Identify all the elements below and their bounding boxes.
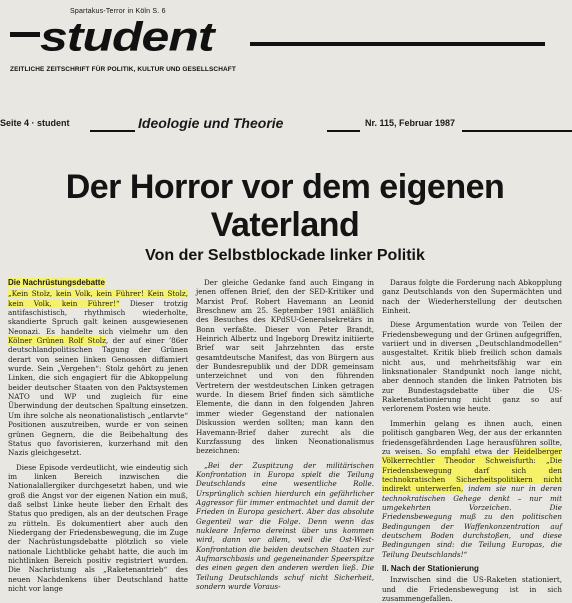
section-title: Ideologie und Theorie — [138, 115, 284, 131]
article-headline: Der Horror vor dem eigenen Vaterland — [65, 168, 505, 244]
masthead-rule-right — [250, 42, 545, 46]
article-column-1 — [8, 278, 188, 593]
section-divider — [327, 130, 360, 132]
highlighted-name: Kölner Grünen Rolf Stolz — [8, 336, 106, 346]
paragraph: Diese Argumentation wurde von Teilen der Friedensbewegung und der Grünen aufgegriffen, variiert und in diversen „Deutschlandmodellen“ ausgestaltet. Kritik blieb freilich schon damals nicht aus, und mehrheitsfähig war ein linksnationaler Standpunkt noch lange nicht, aber dennoch standen die linken Patrioten bis zur Bundestagsdebatte über die US-Raketenstationierung nicht ganz so auf verlorenem Posten wie heute. — [382, 320, 562, 414]
paragraph — [382, 419, 562, 559]
paragraph — [8, 289, 188, 457]
paragraph-text: Dieser trotzig antifaschistisch, rhythmisch wiederholte, skandierte Spruch galt keinen ausgewiesenen Neonazi. Es handelte sich vielmehr um den — [8, 298, 188, 336]
highlighted-quote: „Kein Stolz, kein Volk, kein Führer! Kein Stolz, kein Volk, kein Führer!“ — [8, 289, 188, 308]
paragraph-text: , der auf einer ’86er deutschlandpolitischen Tagung der Grünen derart von seinen linken Genossen diffamiert wurde. Sein „Vergehen“: Stolz gehört zu jenen Linken, die sich engagiert für die Abkoppelung beider deutscher Staaten von den Paktsystemen NATO und WP und zugleich für eine Überwindung der deutschen Spaltung einsetzen. Um ihre solche als neonationalistisch „entlarvte“ Positionen auszutreiben, wurde er von seinen grünen Gegnern, die die Beibehaltung des Status quo favorisieren, kurzerhand mit den Nazis gleichgesetzt. — [8, 336, 188, 458]
highlighted-quote: Heidelberger Völkerrechtler Theodor Schweisfurth: „Die Friedensbewegung darf sich den technokratischen Sicherheitspolitikern nicht indirekt unterwerfen, — [382, 446, 562, 494]
article-column-2 — [196, 278, 374, 591]
section-divider — [90, 130, 135, 132]
masthead-rule-left — [10, 32, 40, 37]
paragraph: Inzwischen sind die US-Raketen stationiert, und die Friedensbewegung ist in sich zusammengefallen. — [382, 575, 562, 603]
paragraph: Diese Episode verdeutlicht, wie eindeutig sich im linken Bereich inzwischen die Nationalallergiker durchgesetzt haben, und wie groß die Angst vor der eigenen Nation ein muß, daß selbst Linke heute lieber den Erhalt des Status quo predigen, als an der deutschen Frage zu rütteln. Es dokumentiert aber auch den Niedergang der Friedensbewegung, die im Zuge der Nachrüstungsdebatte plötzlich so viele nationale Lichtblicke gehabt hatte, die auch im nichtlinken Bereich positiv registriert wurden. Die Nachrüstung als „Raketenantrieb“ des neuen Nachdenkens über Deutschland hatte nicht vor lange — [8, 462, 188, 593]
masthead-kicker: Spartakus-Terror in Köln S. 6 — [70, 8, 166, 15]
paragraph: Der gleiche Gedanke fand auch Eingang in jenen offenen Brief, den der SED-Kritiker und Marxist Prof. Robert Havemann an Leonid Breschnew am 25. September 1981 anläßlich des Besuches des KPdSU-Generalsekretärs in Bonn verfaßte. Dieser von Peter Brandt, Heinrich Albertz und Ingeborg Drewitz initiierte Brief war seit Jahrzehnten das erste gesamtdeutsche Manifest, das von Bürgern aus der Bundesrepublik und der DDR gemeinsam unterzeichnet und von den führenden Vertretern der westdeutschen Linken getragen wurde. In diesem Brief finden sich sämtliche Elemente, die dann in den folgenden Jahren immer wieder Gegenstand der nationalen Diskussion werden sollten; man kann den Havemann-Brief daher zurecht als die Kurzfassung des linken Neonationalismus bezeichnen: — [196, 278, 374, 456]
quote-paragraph: „Bei der Zuspitzung der militärischen Konfrontation in Europa spielt die Teilung Deutschlands eine wesentliche Rolle. Ursprünglich schien hierdurch ein gefährlicher Aggressor für immer entmachtet und damit der Frieden in Europa gesichert. Aber das absolute Gegenteil war die Folge. Denn wenn das nukleare Inferno dereinst über uns kommen wird, dann vor allem, weil die Ost-West-Konfrontation die beiden deutschen Staaten zur Aufmarschbasis und gegeneinander Speerspitze des einen gegen den anderen werden ließ. Die Teilung Deutschlands schuf nicht Sicherheit, sondern wurde Voraus- — [196, 460, 374, 591]
column-heading — [8, 278, 188, 287]
article-column-3 — [382, 278, 562, 603]
column-heading: II. Nach der Stationierung — [382, 563, 479, 573]
paragraph: Daraus folgte die Forderung nach Abkopplung ganz Deutschlands von den Supermächten und nach der Wiederherstellung der deutschen Einheit. — [382, 278, 562, 316]
quote-text: indem sie nur in deren technokratischen Gehege denkt – nur mit umgekehrten Vorzeichen. Die Friedensbewegung muß zu den politischen Bedingungen der Waffenkonzentration auf deutschem Boden durchstoßen, und diese Bedingungen sind: die Teilung Europas, die Teilung Deutschlands!“ — [382, 484, 562, 559]
highlighted-heading: Die Nachrüstungsdebatte — [8, 278, 105, 287]
section-divider — [462, 130, 572, 132]
masthead-logo: student — [40, 13, 214, 60]
section-page-number: Seite 4 · student — [0, 118, 70, 128]
section-issue: Nr. 115, Februar 1987 — [365, 118, 456, 128]
section-bar — [0, 115, 572, 140]
article-subhead: Von der Selbstblockade linker Politik — [145, 247, 425, 264]
paragraph-text: Immerhin gelang es ihnen auch, einen politisch gangbaren Weg, der aus der erkannten friedensgefährdenden Lage herausführen sollte, zu weisen. So empfahl etwa der — [382, 418, 562, 456]
masthead-tagline: ZEITLICHE ZEITSCHRIFT FÜR POLITIK, KULTUR UND GESELLSCHAFT — [10, 66, 236, 73]
